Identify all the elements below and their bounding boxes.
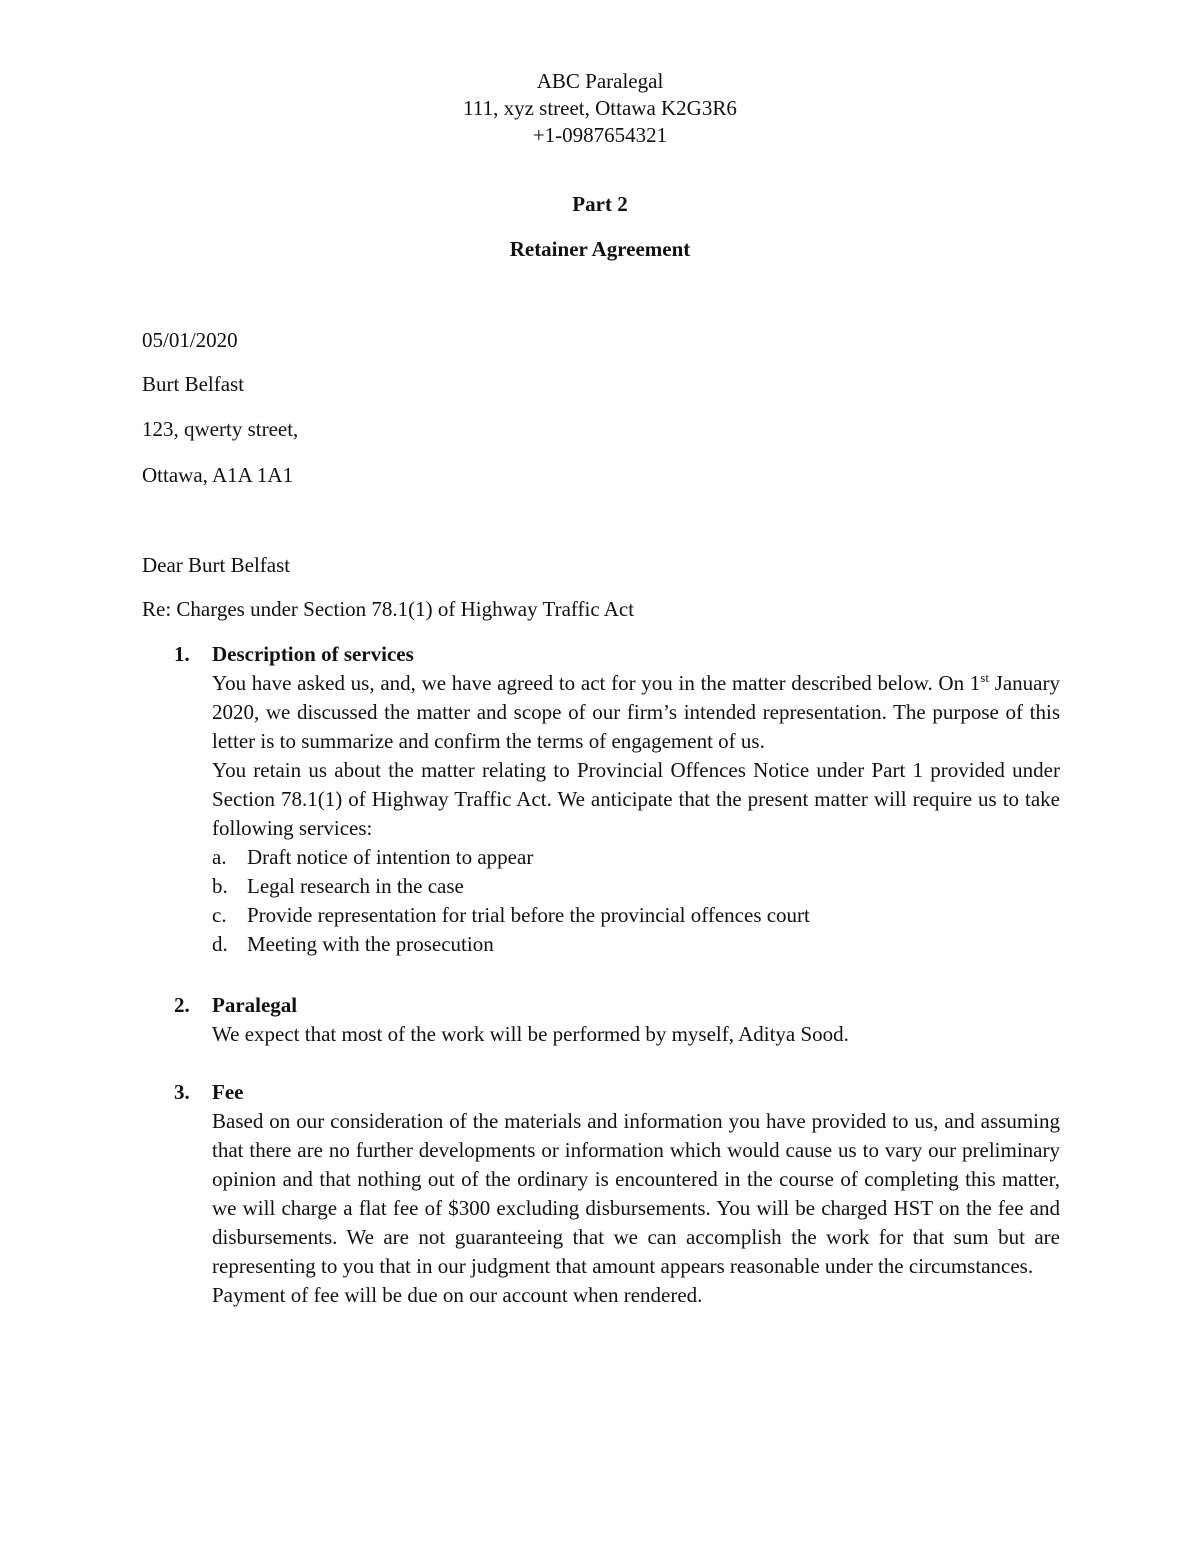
- section-2-number: 2.: [174, 993, 190, 1017]
- service-text: Meeting with the prosecution: [247, 932, 494, 956]
- section-3-paragraph-1: Based on our consideration of the materials and information you have provided to us, and assuming that there are no further developments or information which would cause us to vary our preliminary opinion and that nothing out of the ordinary is encountered in the course of completing this matter, we will charge a flat fee of $300 excluding disbursements. You will be charged HST on the fee and disbursements. We are not guaranteeing that we can accomplish the work for that sum but are representing to you that in our judgment that amount appears reasonable under the circumstances.: [212, 1109, 1060, 1278]
- section-1-paragraph-1: [212, 669, 1060, 756]
- section-2: [174, 991, 1060, 1049]
- section-2-text: We expect that most of the work will be performed by myself, Aditya Sood.: [212, 1022, 849, 1046]
- recipient-city: Ottawa, A1A 1A1: [142, 463, 294, 487]
- recipient-street: 123, qwerty street,: [142, 417, 299, 441]
- letterhead: [0, 68, 1200, 149]
- service-item: [212, 901, 1060, 930]
- service-letter: a.: [212, 845, 227, 869]
- firm-address: 111, xyz street, Ottawa K2G3R6: [463, 96, 737, 120]
- section-1-paragraph-1-start: You have asked us, and, we have agreed to act for you in the matter described below. On 1: [212, 671, 981, 695]
- service-item: [212, 930, 1060, 959]
- section-1: [174, 640, 1060, 959]
- section-2-heading: Paralegal: [212, 993, 298, 1017]
- section-3-paragraph-2: Payment of fee will be due on our account when rendered.: [212, 1283, 703, 1307]
- ordinal-suffix: st: [980, 670, 989, 685]
- section-3-heading: Fee: [212, 1080, 244, 1104]
- recipient-name: Burt Belfast: [142, 372, 245, 396]
- document-title: Retainer Agreement: [509, 237, 691, 261]
- firm-name: ABC Paralegal: [536, 69, 664, 93]
- service-letter: b.: [212, 874, 228, 898]
- service-text: Provide representation for trial before the provincial offences court: [247, 903, 810, 927]
- section-1-paragraph-2: You retain us about the matter relating to Provincial Offences Notice under Part 1 provided under Section 78.1(1) of Highway Traffic Act. We anticipate that the present matter will require us to take following services:: [212, 758, 1060, 840]
- service-item: [212, 843, 1060, 872]
- salutation: Dear Burt Belfast: [142, 553, 291, 577]
- part-title: Part 2: [572, 192, 628, 216]
- service-letter: c.: [212, 903, 227, 927]
- section-1-number: 1.: [174, 642, 190, 666]
- service-text: Draft notice of intention to appear: [247, 845, 534, 869]
- service-text: Legal research in the case: [247, 874, 464, 898]
- letter-date: 05/01/2020: [142, 328, 238, 352]
- section-3: [174, 1078, 1060, 1310]
- section-3-number: 3.: [174, 1080, 190, 1104]
- section-1-paragraph-1-end: January 2020, we discussed the matter and scope of our firm’s intended representation. The purpose of this letter is to summarize and confirm the terms of engagement of us.: [212, 671, 1060, 753]
- firm-phone: +1-0987654321: [532, 123, 668, 147]
- re-line: Re: Charges under Section 78.1(1) of Highway Traffic Act: [142, 597, 635, 621]
- service-item: [212, 872, 1060, 901]
- service-letter: d.: [212, 932, 228, 956]
- section-1-heading: Description of services: [212, 642, 414, 666]
- title-block: [0, 190, 1200, 264]
